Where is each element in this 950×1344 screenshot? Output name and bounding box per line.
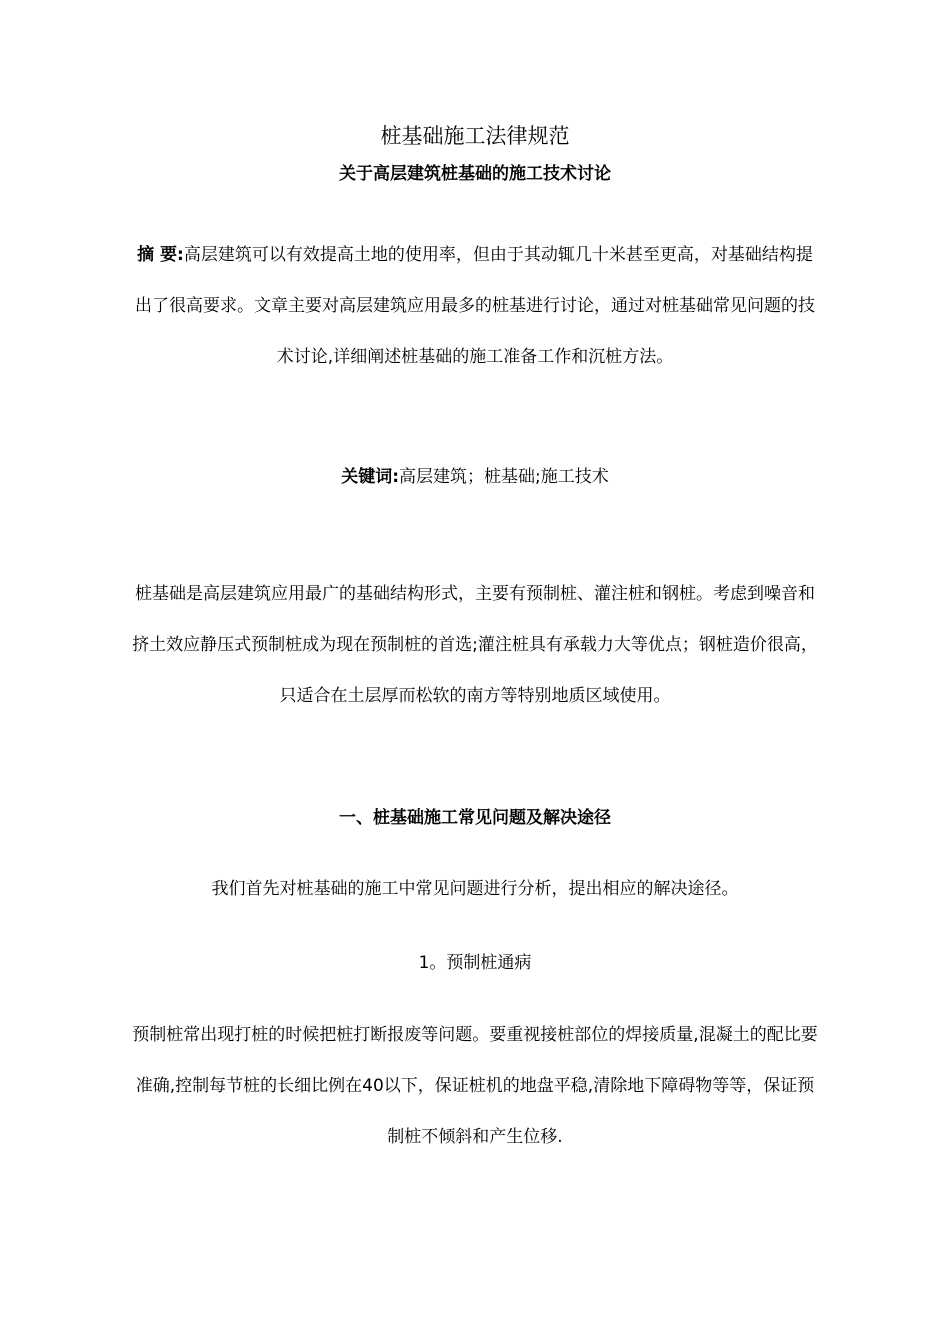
subsection-1-heading: 1。预制桩通病 (418, 953, 532, 973)
abstract-label: 摘 要: (137, 245, 184, 265)
section-1-heading: 一、桩基础施工常见问题及解决途径 (339, 808, 611, 828)
abstract-text: 高层建筑可以有效提高土地的使用率，但由于其动辄几十米甚至更高，对基础结构提出了很高要求。文章主要对高层建筑应用最多的桩基进行讨论，通过对桩基础常见问题的技术讨论,详细阐述桩基础的施工准备工作和沉桩方法。 (135, 245, 815, 367)
section-1-lead: 我们首先对桩基础的施工中常见问题进行分析，提出相应的解决途径。 (211, 879, 739, 899)
keywords-paragraph (130, 452, 820, 503)
document-subtitle: 关于高层建筑桩基础的施工技术讨论 (339, 164, 611, 184)
keywords-label: 关键词: (341, 467, 400, 487)
document-title: 桩基础施工法律规范 (380, 124, 570, 148)
keywords-text: 高层建筑；桩基础;施工技术 (399, 467, 609, 487)
abstract-paragraph (130, 230, 820, 383)
intro-paragraph: 桩基础是高层建筑应用最广的基础结构形式，主要有预制桩、灌注桩和钢桩。考虑到噪音和挤土效应静压式预制桩成为现在预制桩的首选;灌注桩具有承载力大等优点；钢桩造价很高，只适合在土层厚而松软的南方等特别地质区域使用。 (132, 584, 818, 706)
subsection-1-body: 预制桩常出现打桩的时候把桩打断报废等问题。要重视接桩部位的焊接质量,混凝土的配比要准确,控制每节桩的长细比例在40以下，保证桩机的地盘平稳,清除地下障碍物等等，保证预制桩不倾斜和产生位移. (132, 1025, 818, 1147)
